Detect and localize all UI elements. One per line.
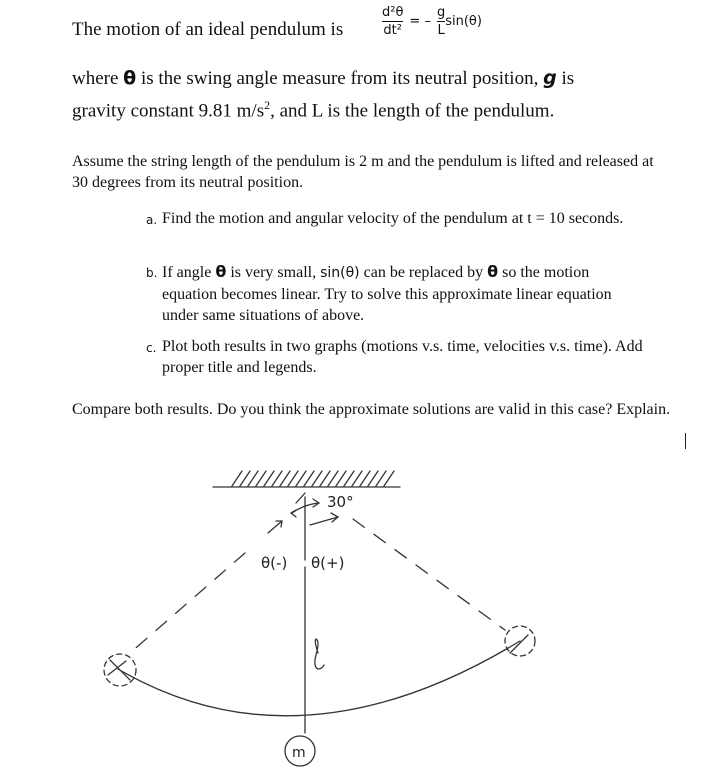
ceiling-hatching bbox=[232, 471, 394, 486]
swing-arc bbox=[118, 641, 520, 716]
intro-sentence: The motion of an ideal pendulum is bbox=[72, 19, 344, 40]
length-text: , and L is the length of the pendulum. bbox=[270, 100, 555, 122]
length-symbol bbox=[315, 639, 324, 669]
negative-angle-label: θ(-) bbox=[261, 554, 288, 572]
sine-function: sin(θ) bbox=[445, 14, 482, 29]
theta-symbol: θ bbox=[215, 262, 227, 281]
where-word: where bbox=[72, 68, 119, 89]
item-label: c. bbox=[146, 341, 157, 355]
item-label: a. bbox=[146, 213, 158, 227]
list-item-a bbox=[146, 208, 656, 229]
pendulum-equation bbox=[382, 6, 482, 37]
theta-symbol: θ bbox=[487, 262, 499, 281]
angle-label: 30° bbox=[327, 493, 354, 511]
equals-minus: = – bbox=[409, 14, 431, 29]
g-symbol: g bbox=[543, 67, 557, 89]
gravity-text: gravity constant 9.81 m/s bbox=[72, 100, 265, 122]
item-text: Plot both results in two graphs (motions v.s. time, velocities v.s. time). Add proper title and legends. bbox=[162, 338, 643, 376]
mass-label: m bbox=[292, 745, 306, 761]
text-cursor bbox=[685, 433, 686, 449]
pendulum-sketch bbox=[0, 455, 727, 782]
compare-paragraph: Compare both results. Do you think the approximate solutions are valid in this case? Explain. bbox=[72, 401, 671, 418]
rhs-fraction bbox=[437, 6, 445, 37]
assumption-paragraph: Assume the string length of the pendulum is 2 m and the pendulum is lifted and released at 30 degrees from its neutral position. bbox=[72, 153, 654, 191]
rhs-denominator: L bbox=[437, 23, 445, 38]
positive-angle-label: θ(+) bbox=[311, 554, 345, 572]
definition-line-1 bbox=[72, 67, 574, 90]
intro-text bbox=[72, 19, 343, 41]
gravity-exponent: 2 bbox=[264, 98, 271, 112]
right-string bbox=[353, 519, 505, 630]
lhs-fraction bbox=[382, 6, 403, 37]
sine-term: sin(θ) bbox=[320, 265, 360, 281]
item-text: Find the motion and angular velocity of the pendulum at t = 10 seconds. bbox=[162, 210, 624, 227]
theta-definition: is the swing angle measure from its neutral position, bbox=[140, 68, 539, 89]
definition-line-2 bbox=[72, 98, 554, 122]
rhs-numerator: g bbox=[436, 5, 446, 20]
item-text: If angle θ is very small, sin(θ) can be replaced by θ so the motion equation becomes linear. Try to solve this approximate linear equation under same situations of above. bbox=[162, 262, 612, 324]
theta-symbol: θ bbox=[123, 67, 137, 89]
item-label: b. bbox=[146, 266, 158, 280]
list-item-b bbox=[146, 261, 646, 326]
is-word: is bbox=[561, 68, 575, 89]
left-string bbox=[130, 553, 245, 653]
lhs-numerator: d²θ bbox=[382, 5, 404, 20]
list-item-c bbox=[146, 336, 656, 378]
lhs-denominator: dt² bbox=[383, 23, 402, 38]
